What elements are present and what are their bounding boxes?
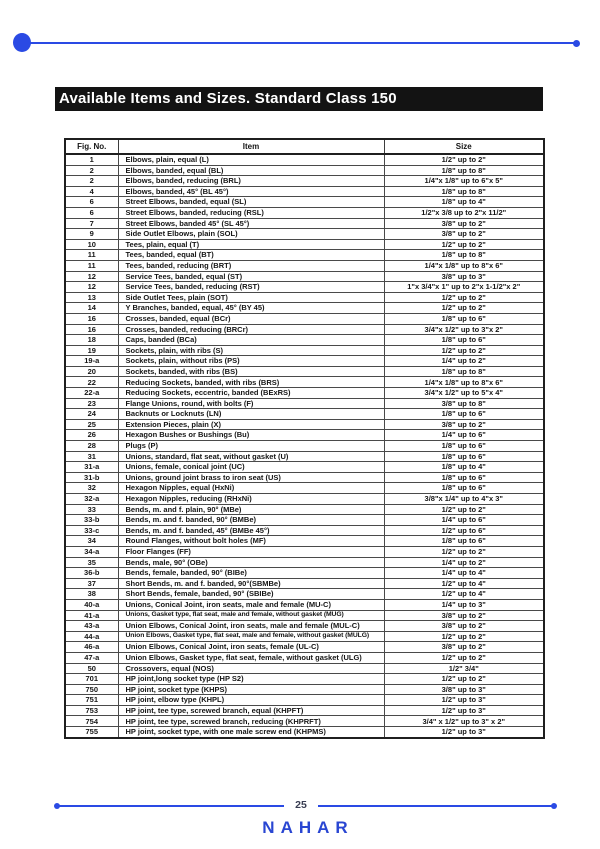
fig-no-cell: 751	[65, 695, 118, 706]
size-cell: 3/8" up to 2"	[384, 218, 544, 229]
table-row	[65, 419, 544, 430]
item-cell: Street Elbows, banded, reducing (RSL)	[118, 207, 384, 218]
bottom-rule-line-left	[57, 805, 284, 807]
size-cell: 3/8" up to 3"	[384, 684, 544, 695]
table-row	[65, 695, 544, 706]
table-row	[65, 324, 544, 335]
fig-no-cell: 750	[65, 684, 118, 695]
item-cell: Bends, m. and f. banded, 90° (BMBe)	[118, 515, 384, 526]
size-cell: 1/8" up to 4"	[384, 462, 544, 473]
fig-no-cell: 40-a	[65, 599, 118, 610]
size-cell: 1/2" up to 2"	[384, 303, 544, 314]
fig-no-cell: 35	[65, 557, 118, 568]
section-title-bar	[55, 87, 543, 111]
fig-no-cell: 13	[65, 292, 118, 303]
item-cell: Crossovers, equal (NOS)	[118, 663, 384, 674]
size-cell: 1/2" up to 2"	[384, 239, 544, 250]
fig-no-cell: 41-a	[65, 610, 118, 621]
fig-no-cell: 23	[65, 398, 118, 409]
fig-no-cell: 18	[65, 335, 118, 346]
item-cell: Union Elbows, Conical Joint, iron seats, male and female (MUL-C)	[118, 621, 384, 632]
table-row	[65, 239, 544, 250]
fig-no-cell: 46-a	[65, 642, 118, 653]
table-row	[65, 250, 544, 261]
fig-no-cell: 11	[65, 250, 118, 261]
fig-no-cell: 44-a	[65, 631, 118, 642]
table-row	[65, 610, 544, 621]
fig-no-cell: 2	[65, 165, 118, 176]
size-cell: 1/2" up to 2"	[384, 154, 544, 165]
size-cell: 1/2"x 3/8 up to 2"x 11/2"	[384, 207, 544, 218]
table-row	[65, 176, 544, 187]
item-cell: Hexagon Nipples, equal (HxNi)	[118, 483, 384, 494]
item-cell: Side Outlet Tees, plain (SOT)	[118, 292, 384, 303]
size-cell: 1/8" up to 4"	[384, 197, 544, 208]
item-cell: Unions, female, conical joint (UC)	[118, 462, 384, 473]
fig-no-cell: 22-a	[65, 388, 118, 399]
size-cell: 1/4" up to 6"	[384, 515, 544, 526]
fig-no-cell: 50	[65, 663, 118, 674]
item-cell: Service Tees, banded, equal (ST)	[118, 271, 384, 282]
fig-no-cell: 34-a	[65, 546, 118, 557]
fig-no-cell: 14	[65, 303, 118, 314]
bottom-rule-dot-right	[551, 803, 557, 809]
size-cell: 1/2" up to 3"	[384, 727, 544, 738]
table-row	[65, 674, 544, 685]
table-row	[65, 356, 544, 367]
fig-no-cell: 9	[65, 229, 118, 240]
fig-no-cell: 22	[65, 377, 118, 388]
table-row	[65, 568, 544, 579]
table-row	[65, 303, 544, 314]
item-cell: HP joint, elbow type (KHPL)	[118, 695, 384, 706]
fig-no-cell: 31	[65, 451, 118, 462]
item-cell: Round Flanges, without bolt holes (MF)	[118, 536, 384, 547]
size-cell: 3/4"x 1/2" up to 3"x 2"	[384, 324, 544, 335]
item-cell: Bends, m. and f. banded, 45° (BMBe 45°)	[118, 525, 384, 536]
table-row	[65, 684, 544, 695]
item-cell: Elbows, banded, reducing (BRL)	[118, 176, 384, 187]
fig-no-cell: 24	[65, 409, 118, 420]
item-cell: Short Bends, m. and f. banded, 90°(SBMBe)	[118, 578, 384, 589]
table-row	[65, 578, 544, 589]
size-cell: 1/8" up to 6"	[384, 472, 544, 483]
table-row	[65, 292, 544, 303]
table-row	[65, 451, 544, 462]
item-cell: Unions, Gasket type, flat seat, male and female, without gasket (MUG)	[118, 610, 384, 621]
fig-no-cell: 31-a	[65, 462, 118, 473]
fig-no-cell: 31-b	[65, 472, 118, 483]
table-row	[65, 165, 544, 176]
item-cell: HP joint,long socket type (HP S2)	[118, 674, 384, 685]
table-row	[65, 282, 544, 293]
item-cell: HP joint, tee type, screwed branch, equal (KHPFT)	[118, 705, 384, 716]
size-cell: 3/4" x 1/2" up to 3" x 2"	[384, 716, 544, 727]
table-row	[65, 218, 544, 229]
table-row	[65, 271, 544, 282]
table-row	[65, 515, 544, 526]
table-row	[65, 409, 544, 420]
fig-no-cell: 16	[65, 313, 118, 324]
size-cell: 1/8" up to 6"	[384, 409, 544, 420]
table-header	[65, 139, 544, 154]
fig-no-cell: 6	[65, 197, 118, 208]
column-header-size: Size	[384, 139, 544, 154]
fig-no-cell: 11	[65, 260, 118, 271]
item-cell: Street Elbows, banded, equal (SL)	[118, 197, 384, 208]
fig-no-cell: 19	[65, 345, 118, 356]
size-cell: 1/8" up to 6"	[384, 451, 544, 462]
column-header-item: Item	[118, 139, 384, 154]
size-cell: 1/2" up to 4"	[384, 589, 544, 600]
fig-no-cell: 4	[65, 186, 118, 197]
size-cell: 1/2" up to 2"	[384, 546, 544, 557]
fig-no-cell: 2	[65, 176, 118, 187]
table-header-row	[65, 139, 544, 154]
size-cell: 1/2" up to 6"	[384, 525, 544, 536]
fig-no-cell: 755	[65, 727, 118, 738]
table-body	[65, 154, 544, 738]
item-cell: Sockets, plain, without ribs (PS)	[118, 356, 384, 367]
table-row	[65, 705, 544, 716]
section-title: Available Items and Sizes. Standard Class 150	[59, 90, 397, 107]
item-cell: Sockets, plain, with ribs (S)	[118, 345, 384, 356]
size-cell: 1/2" up to 2"	[384, 674, 544, 685]
size-cell: 1/8" up to 8"	[384, 366, 544, 377]
item-cell: Elbows, banded, equal (BL)	[118, 165, 384, 176]
fig-no-cell: 32	[65, 483, 118, 494]
table-row	[65, 186, 544, 197]
size-cell: 1/8" up to 8"	[384, 250, 544, 261]
fig-no-cell: 28	[65, 441, 118, 452]
fig-no-cell: 12	[65, 271, 118, 282]
size-cell: 1/8" up to 8"	[384, 186, 544, 197]
fig-no-cell: 33	[65, 504, 118, 515]
table-row	[65, 335, 544, 346]
fig-no-cell: 12	[65, 282, 118, 293]
size-cell: 1/2" up to 2"	[384, 292, 544, 303]
item-cell: Union Elbows, Gasket type, flat seat, male and female, without gasket (MULG)	[118, 631, 384, 642]
size-cell: 1/8" up to 6"	[384, 441, 544, 452]
item-cell: Hexagon Nipples, reducing (RHxNi)	[118, 494, 384, 505]
bottom-rule-line-right	[318, 805, 554, 807]
page-number: 25	[295, 799, 307, 811]
table-row	[65, 621, 544, 632]
size-cell: 1/8" up to 6"	[384, 483, 544, 494]
table-row	[65, 557, 544, 568]
size-cell: 3/8" up to 3"	[384, 271, 544, 282]
item-cell: Y Branches, banded, equal, 45° (BY 45)	[118, 303, 384, 314]
item-cell: Hexagon Bushes or Bushings (Bu)	[118, 430, 384, 441]
size-cell: 1/4" up to 4"	[384, 568, 544, 579]
fig-no-cell: 37	[65, 578, 118, 589]
size-cell: 1/2" 3/4"	[384, 663, 544, 674]
item-cell: Union Elbows, Conical Joint, iron seats, female (UL-C)	[118, 642, 384, 653]
size-cell: 1/4"x 1/8" up to 8"x 6"	[384, 377, 544, 388]
size-cell: 1/2" up to 2"	[384, 345, 544, 356]
size-cell: 1/4" up to 3"	[384, 599, 544, 610]
size-cell: 3/8" up to 2"	[384, 642, 544, 653]
top-rule-line	[22, 42, 578, 44]
size-cell: 1/8" up to 6"	[384, 313, 544, 324]
item-cell: Floor Flanges (FF)	[118, 546, 384, 557]
fig-no-cell: 33-b	[65, 515, 118, 526]
size-cell: 1"x 3/4"x 1" up to 2"x 1-1/2"x 2"	[384, 282, 544, 293]
table-row	[65, 483, 544, 494]
item-cell: Reducing Sockets, banded, with ribs (BRS)	[118, 377, 384, 388]
size-cell: 3/8"x 1/4" up to 4"x 3"	[384, 494, 544, 505]
fig-no-cell: 43-a	[65, 621, 118, 632]
item-cell: Flange Unions, round, with bolts (F)	[118, 398, 384, 409]
size-cell: 1/4" up to 6"	[384, 430, 544, 441]
table-row	[65, 727, 544, 738]
item-cell: Bends, male, 90° (OBe)	[118, 557, 384, 568]
table-row	[65, 663, 544, 674]
table-row	[65, 589, 544, 600]
size-cell: 1/4"x 1/8" up to 8"x 6"	[384, 260, 544, 271]
fig-no-cell: 20	[65, 366, 118, 377]
fig-no-cell: 1	[65, 154, 118, 165]
fig-no-cell: 7	[65, 218, 118, 229]
item-cell: Elbows, plain, equal (L)	[118, 154, 384, 165]
item-cell: HP joint, tee type, screwed branch, reducing (KHPRFT)	[118, 716, 384, 727]
table-row	[65, 536, 544, 547]
table-row	[65, 494, 544, 505]
fig-no-cell: 47-a	[65, 652, 118, 663]
table-row	[65, 599, 544, 610]
item-cell: Tees, banded, reducing (BRT)	[118, 260, 384, 271]
table-row	[65, 345, 544, 356]
table-row	[65, 377, 544, 388]
table-row	[65, 652, 544, 663]
item-cell: Street Elbows, banded 45° (SL 45°)	[118, 218, 384, 229]
table-row	[65, 398, 544, 409]
fig-no-cell: 10	[65, 239, 118, 250]
fig-no-cell: 19-a	[65, 356, 118, 367]
item-cell: Unions, standard, flat seat, without gasket (U)	[118, 451, 384, 462]
table-row	[65, 525, 544, 536]
items-sizes-table	[64, 138, 545, 739]
size-cell: 1/4" up to 2"	[384, 557, 544, 568]
item-cell: Reducing Sockets, eccentric, banded (BExRS)	[118, 388, 384, 399]
table-row	[65, 154, 544, 165]
table-row	[65, 366, 544, 377]
brand-logo-text: NAHAR	[262, 818, 354, 837]
fig-no-cell: 38	[65, 589, 118, 600]
item-cell: Unions, Conical Joint, iron seats, male and female (MU-C)	[118, 599, 384, 610]
item-cell: Union Elbows, Gasket type, flat seat, female, without gasket (ULG)	[118, 652, 384, 663]
size-cell: 1/2" up to 4"	[384, 578, 544, 589]
size-cell: 1/8" up to 8"	[384, 165, 544, 176]
table-row	[65, 260, 544, 271]
item-cell: Tees, plain, equal (T)	[118, 239, 384, 250]
item-cell: Bends, m. and f. plain, 90° (MBe)	[118, 504, 384, 515]
column-header-fig-no: Fig. No.	[65, 139, 118, 154]
table-row	[65, 313, 544, 324]
item-cell: Backnuts or Locknuts (LN)	[118, 409, 384, 420]
size-cell: 1/2" up to 2"	[384, 652, 544, 663]
size-cell: 3/8" up to 2"	[384, 610, 544, 621]
size-cell: 1/2" up to 3"	[384, 705, 544, 716]
size-cell: 3/8" up to 2"	[384, 621, 544, 632]
table-row	[65, 472, 544, 483]
size-cell: 1/4"x 1/8" up to 6"x 5"	[384, 176, 544, 187]
item-cell: Sockets, banded, with ribs (BS)	[118, 366, 384, 377]
size-cell: 3/8" up to 2"	[384, 229, 544, 240]
fig-no-cell: 754	[65, 716, 118, 727]
table-row	[65, 642, 544, 653]
fig-no-cell: 33-c	[65, 525, 118, 536]
item-cell: Side Outlet Elbows, plain (SOL)	[118, 229, 384, 240]
fig-no-cell: 6	[65, 207, 118, 218]
item-cell: Elbows, banded, 45° (BL 45°)	[118, 186, 384, 197]
item-cell: Service Tees, banded, reducing (RST)	[118, 282, 384, 293]
item-cell: Short Bends, female, banded, 90° (SBIBe)	[118, 589, 384, 600]
item-cell: Caps, banded (BCa)	[118, 335, 384, 346]
top-rule-dot-right	[573, 40, 580, 47]
table-row	[65, 197, 544, 208]
fig-no-cell: 25	[65, 419, 118, 430]
fig-no-cell: 34	[65, 536, 118, 547]
fig-no-cell: 701	[65, 674, 118, 685]
table-row	[65, 388, 544, 399]
table-row	[65, 504, 544, 515]
table-row	[65, 716, 544, 727]
item-cell: Unions, ground joint brass to iron seat (US)	[118, 472, 384, 483]
table-row	[65, 229, 544, 240]
table-row	[65, 430, 544, 441]
item-cell: Crosses, banded, reducing (BRCr)	[118, 324, 384, 335]
size-cell: 1/2" up to 3"	[384, 695, 544, 706]
table-row	[65, 207, 544, 218]
size-cell: 3/4"x 1/2" up to 5"x 4"	[384, 388, 544, 399]
table-row	[65, 441, 544, 452]
table-row	[65, 546, 544, 557]
size-cell: 1/8" up to 6"	[384, 536, 544, 547]
fig-no-cell: 753	[65, 705, 118, 716]
item-cell: Bends, female, banded, 90° (BIBe)	[118, 568, 384, 579]
fig-no-cell: 32-a	[65, 494, 118, 505]
fig-no-cell: 36-b	[65, 568, 118, 579]
item-cell: HP joint, socket type (KHPS)	[118, 684, 384, 695]
fig-no-cell: 26	[65, 430, 118, 441]
size-cell: 3/8" up to 2"	[384, 419, 544, 430]
size-cell: 1/2" up to 2"	[384, 631, 544, 642]
table-row	[65, 631, 544, 642]
fig-no-cell: 16	[65, 324, 118, 335]
item-cell: Crosses, banded, equal (BCr)	[118, 313, 384, 324]
item-cell: Extension Pieces, plain (X)	[118, 419, 384, 430]
item-cell: HP joint, socket type, with one male screw end (KHPMS)	[118, 727, 384, 738]
table-row	[65, 462, 544, 473]
size-cell: 1/4" up to 2"	[384, 356, 544, 367]
size-cell: 1/8" up to 6"	[384, 335, 544, 346]
item-cell: Tees, banded, equal (BT)	[118, 250, 384, 261]
size-cell: 3/8" up to 8"	[384, 398, 544, 409]
size-cell: 1/2" up to 2"	[384, 504, 544, 515]
item-cell: Plugs (P)	[118, 441, 384, 452]
